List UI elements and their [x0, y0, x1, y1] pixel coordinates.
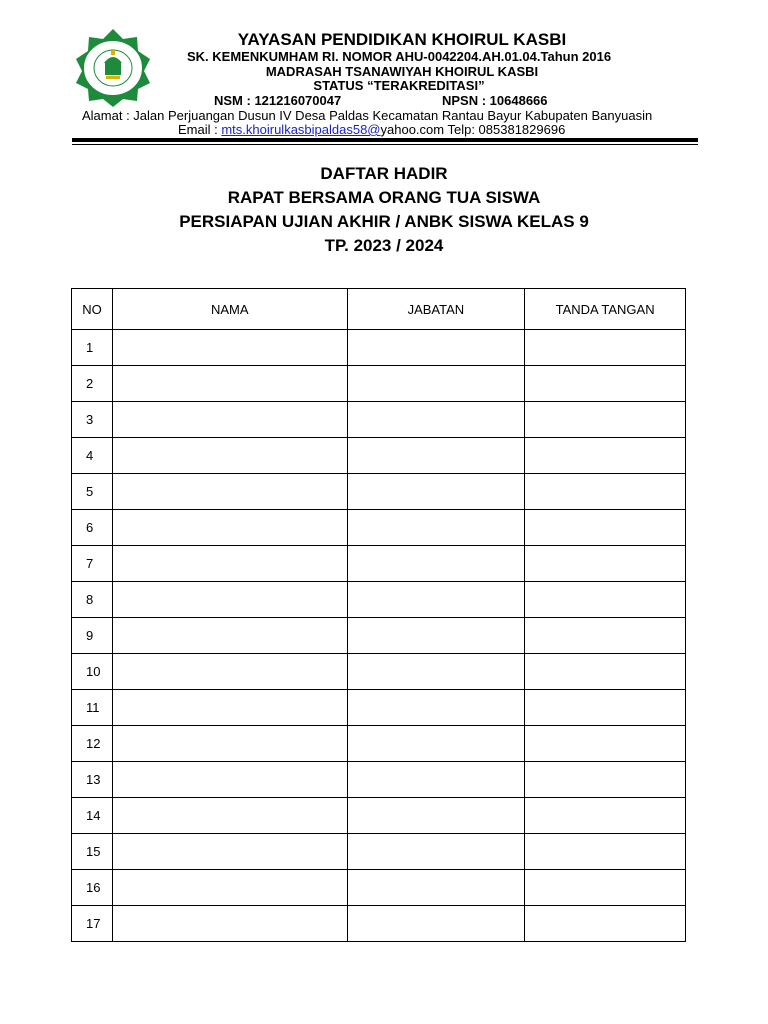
signature-cell[interactable]: [525, 762, 686, 798]
position-cell[interactable]: [347, 510, 525, 546]
name-cell[interactable]: [112, 798, 347, 834]
name-cell[interactable]: [112, 906, 347, 942]
signature-cell[interactable]: [525, 690, 686, 726]
signature-cell[interactable]: [525, 618, 686, 654]
name-cell[interactable]: [112, 582, 347, 618]
position-cell[interactable]: [347, 834, 525, 870]
table-row: [72, 474, 686, 510]
nsm-number: NSM : 121216070047: [214, 93, 342, 108]
table-header-row: [72, 289, 686, 330]
name-cell[interactable]: [112, 654, 347, 690]
letterhead-divider-thin: [72, 144, 698, 145]
name-cell[interactable]: [112, 834, 347, 870]
table-row: [72, 510, 686, 546]
header-no: NO: [72, 289, 113, 330]
header-tanda-tangan: TANDA TANGAN: [525, 289, 686, 330]
position-cell[interactable]: [347, 654, 525, 690]
document-subtitle-meeting: RAPAT BERSAMA ORANG TUA SISWA: [227, 188, 541, 207]
table-row: [72, 618, 686, 654]
signature-cell[interactable]: [525, 654, 686, 690]
table-row: [72, 402, 686, 438]
name-cell[interactable]: [112, 474, 347, 510]
table-row: [72, 582, 686, 618]
signature-cell[interactable]: [525, 906, 686, 942]
table-row: [72, 654, 686, 690]
position-cell[interactable]: [347, 726, 525, 762]
position-cell[interactable]: [347, 762, 525, 798]
row-number: 13: [72, 762, 113, 798]
email-domain-phone: yahoo.com Telp: 085381829696: [380, 122, 566, 137]
name-cell[interactable]: [112, 618, 347, 654]
table-row: [72, 798, 686, 834]
document-title: DAFTAR HADIR: [320, 164, 448, 183]
signature-cell[interactable]: [525, 870, 686, 906]
name-cell[interactable]: [112, 366, 347, 402]
foundation-name: YAYASAN PENDIDIKAN KHOIRUL KASBI: [237, 30, 567, 49]
position-cell[interactable]: [347, 690, 525, 726]
position-cell[interactable]: [347, 438, 525, 474]
table-row: [72, 438, 686, 474]
position-cell[interactable]: [347, 474, 525, 510]
row-number: 1: [72, 330, 113, 366]
email-link[interactable]: mts.khoirulkasbipaldas58@: [221, 122, 381, 137]
name-cell[interactable]: [112, 438, 347, 474]
signature-cell[interactable]: [525, 438, 686, 474]
header-jabatan: JABATAN: [347, 289, 525, 330]
row-number: 10: [72, 654, 113, 690]
document-subtitle-exam: PERSIAPAN UJIAN AKHIR / ANBK SISWA KELAS 9: [179, 212, 589, 231]
name-cell[interactable]: [112, 726, 347, 762]
row-number: 6: [72, 510, 113, 546]
signature-cell[interactable]: [525, 474, 686, 510]
table-row: [72, 762, 686, 798]
position-cell[interactable]: [347, 402, 525, 438]
position-cell[interactable]: [347, 618, 525, 654]
position-cell[interactable]: [347, 546, 525, 582]
table-row: [72, 330, 686, 366]
name-cell[interactable]: [112, 870, 347, 906]
position-cell[interactable]: [347, 330, 525, 366]
school-name: MADRASAH TSANAWIYAH KHOIRUL KASBI: [265, 64, 539, 79]
signature-cell[interactable]: [525, 402, 686, 438]
row-number: 7: [72, 546, 113, 582]
position-cell[interactable]: [347, 582, 525, 618]
attendance-rows: [72, 330, 686, 942]
row-number: 15: [72, 834, 113, 870]
row-number: 9: [72, 618, 113, 654]
row-number: 12: [72, 726, 113, 762]
signature-cell[interactable]: [525, 366, 686, 402]
signature-cell[interactable]: [525, 726, 686, 762]
row-number: 8: [72, 582, 113, 618]
row-number: 14: [72, 798, 113, 834]
row-number: 5: [72, 474, 113, 510]
signature-cell[interactable]: [525, 510, 686, 546]
npsn-number: NPSN : 10648666: [442, 93, 548, 108]
table-row: [72, 870, 686, 906]
name-cell[interactable]: [112, 690, 347, 726]
name-cell[interactable]: [112, 402, 347, 438]
table-row: [72, 546, 686, 582]
document-school-year: TP. 2023 / 2024: [324, 236, 444, 255]
name-cell[interactable]: [112, 762, 347, 798]
decree-number: SK. KEMENKUMHAM RI. NOMOR AHU-0042204.AH.01.04.Tahun 2016: [187, 49, 612, 64]
name-cell[interactable]: [112, 330, 347, 366]
row-number: 17: [72, 906, 113, 942]
row-number: 2: [72, 366, 113, 402]
position-cell[interactable]: [347, 798, 525, 834]
attendance-table: [71, 288, 686, 942]
header-nama: NAMA: [112, 289, 347, 330]
letterhead-divider-thick: [72, 138, 698, 142]
signature-cell[interactable]: [525, 546, 686, 582]
position-cell[interactable]: [347, 366, 525, 402]
school-address: Alamat : Jalan Perjuangan Dusun IV Desa Paldas Kecamatan Rantau Bayur Kabupaten Banyuasin: [82, 108, 653, 123]
table-row: [72, 726, 686, 762]
position-cell[interactable]: [347, 906, 525, 942]
table-row: [72, 690, 686, 726]
name-cell[interactable]: [112, 510, 347, 546]
signature-cell[interactable]: [525, 834, 686, 870]
name-cell[interactable]: [112, 546, 347, 582]
table-row: [72, 906, 686, 942]
row-number: 3: [72, 402, 113, 438]
position-cell[interactable]: [347, 870, 525, 906]
signature-cell[interactable]: [525, 582, 686, 618]
contact-line: [178, 122, 565, 137]
table-row: [72, 366, 686, 402]
signature-cell[interactable]: [525, 798, 686, 834]
table-row: [72, 834, 686, 870]
accreditation-status: STATUS “TERAKREDITASI”: [313, 78, 485, 93]
signature-cell[interactable]: [525, 330, 686, 366]
row-number: 11: [72, 690, 113, 726]
row-number: 4: [72, 438, 113, 474]
email-label: Email :: [178, 122, 222, 137]
row-number: 16: [72, 870, 113, 906]
